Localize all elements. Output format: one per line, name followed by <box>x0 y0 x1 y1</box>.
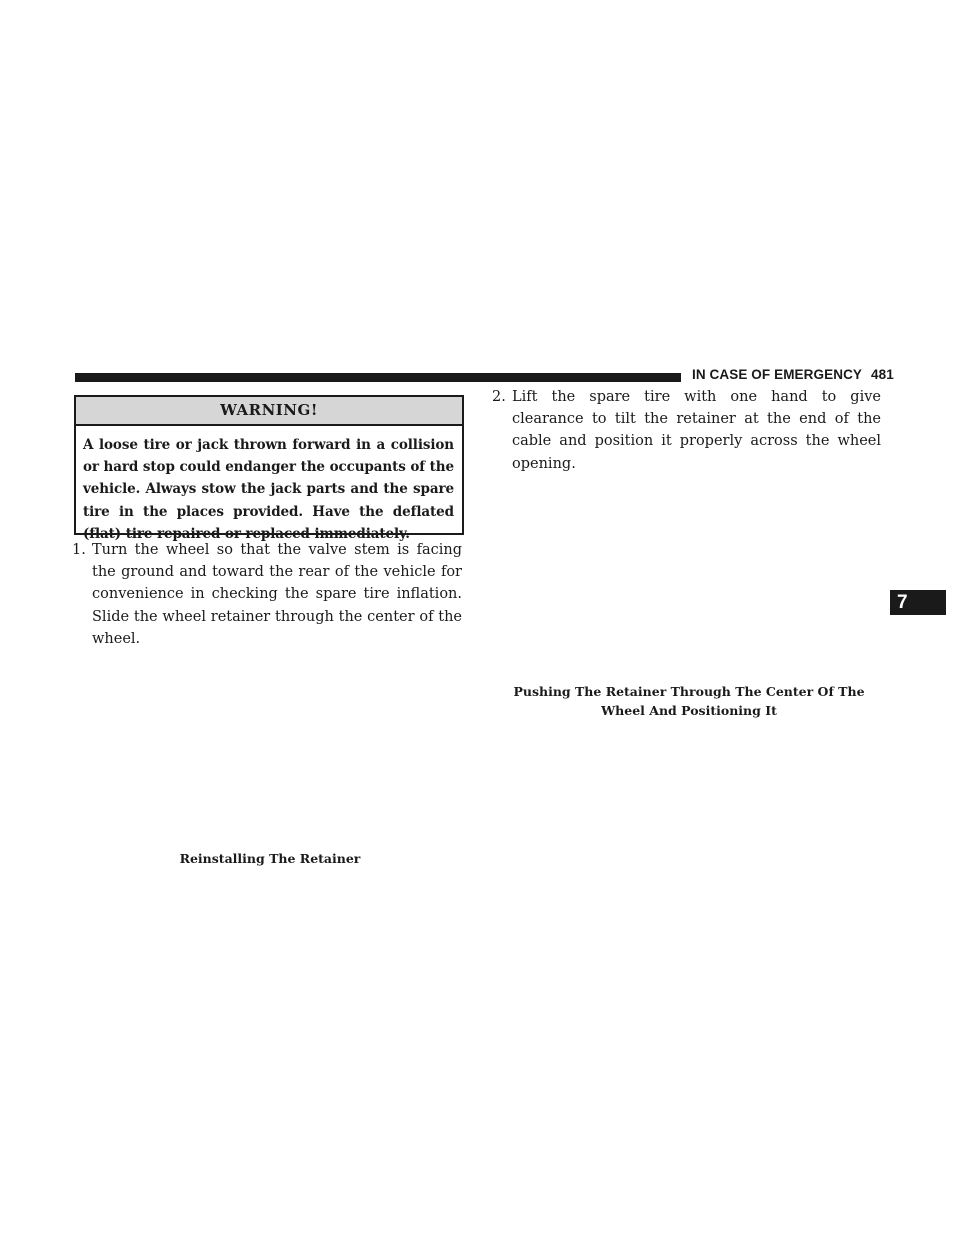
figure-caption-pushing: Pushing The Retainer Through The Center Of The Wheel And Positioning It <box>513 684 865 718</box>
step-1-number: 1. <box>72 542 86 558</box>
step-2-number: 2. <box>492 389 506 405</box>
step-1-text: Turn the wheel so that the valve stem is facing the ground and toward the rear of the vehicle for convenience in checking the spare tire inflation. Slide the wheel retainer through the center of the wheel. <box>92 542 462 647</box>
step-2 <box>492 386 881 475</box>
header-rule <box>75 373 681 382</box>
step-1 <box>72 539 462 650</box>
warning-text: A loose tire or jack thrown forward in a collision or hard stop could endanger the occupants of the vehicle. Always stow the jack parts and the spare tire in the places provided. Have the deflated (flat) tire repaired or replaced immediately. <box>83 437 454 542</box>
figure-caption-reinstalling: Reinstalling The Retainer <box>179 851 361 866</box>
section-tab: 7 <box>890 590 946 615</box>
warning-box <box>74 395 464 542</box>
running-header <box>692 367 892 382</box>
section-title: IN CASE OF EMERGENCY <box>692 367 863 382</box>
step-2-text: Lift the spare tire with one hand to give clearance to tilt the retainer at the end of the cable and position it properly across the wheel opening. <box>512 389 881 472</box>
warning-title: WARNING! <box>76 397 462 426</box>
page-number: 481 <box>871 367 894 382</box>
